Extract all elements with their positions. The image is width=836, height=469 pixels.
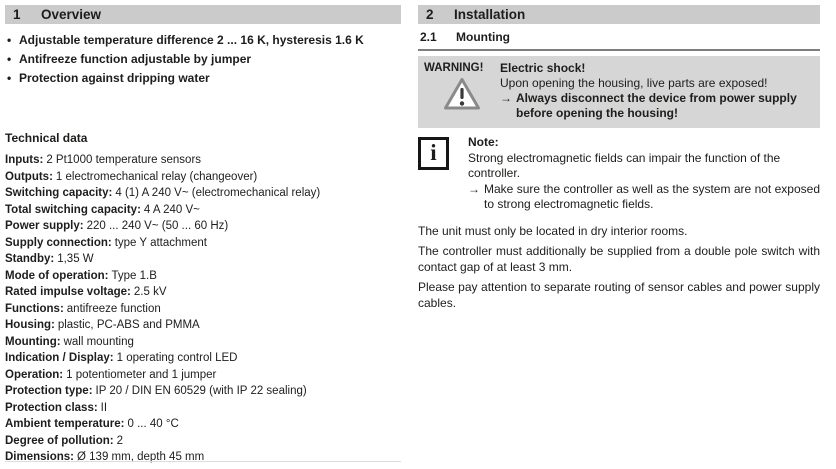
table-row <box>5 152 401 169</box>
spec-label: Mounting: <box>5 335 61 348</box>
warning-body: Upon opening the housing, live parts are exposed! <box>500 76 768 90</box>
list-item: • Protection against dripping water <box>5 69 401 88</box>
spec-label: Switching capacity: <box>5 187 113 199</box>
spec-value: plastic, PC-ABS and PMMA <box>57 319 200 331</box>
spec-label: Outputs: <box>5 170 53 183</box>
spec-label: Operation: <box>5 368 64 381</box>
table-row <box>5 383 401 400</box>
technical-data-heading: Technical data <box>5 131 88 145</box>
subsection-title: Mounting <box>456 30 510 44</box>
arrow-right-icon: → <box>468 181 480 196</box>
table-row <box>5 169 401 186</box>
spec-label: Ambient temperature: <box>5 418 125 430</box>
spec-label: Functions: <box>5 302 64 315</box>
table-row <box>5 433 401 450</box>
spec-value: 1,35 W <box>57 253 94 265</box>
mounting-paragraphs <box>418 223 820 311</box>
table-row <box>5 268 401 285</box>
spec-value: 4 (1) A 240 V~ (electromechanical relay) <box>115 187 321 199</box>
spec-value: II <box>100 401 108 414</box>
paragraph: The controller must additionally be supplied from a double pole switch with contact gap of at least 3 mm. <box>418 243 820 274</box>
spec-value: Ø 139 mm, depth 45 mm <box>77 451 205 463</box>
paragraph: Please pay attention to separate routing of sensor cables and power supply cables. <box>418 279 820 310</box>
spec-value: 0 ... 40 °C <box>127 418 179 430</box>
subsection-header-mounting <box>418 30 820 51</box>
table-row <box>5 301 401 318</box>
spec-label: Rated impulse voltage: <box>5 286 131 298</box>
spec-value: Type 1.B <box>111 269 157 282</box>
overview-column <box>5 5 401 465</box>
table-row <box>5 235 401 252</box>
arrow-right-icon: → <box>500 91 512 105</box>
spec-value: IP 20 / DIN EN 60529 (with IP 22 sealing) <box>95 385 307 397</box>
spec-label: Power supply: <box>5 220 84 232</box>
spec-label: Housing: <box>5 319 55 331</box>
spec-label: Standby: <box>5 253 55 265</box>
spec-value: wall mounting <box>63 335 134 348</box>
spec-value: 1 potentiometer and 1 jumper <box>66 368 217 381</box>
spec-value: 2 Pt1000 temperature sensors <box>46 154 202 166</box>
spec-label: Protection class: <box>5 401 98 414</box>
spec-value: antifreeze function <box>66 302 161 315</box>
list-item: • Antifreeze function adjustable by jumper <box>5 50 401 69</box>
info-icon <box>418 137 449 170</box>
spec-label: Supply connection: <box>5 236 112 249</box>
warning-triangle-icon <box>443 77 481 111</box>
feature-bullet-list <box>5 31 401 88</box>
table-row <box>5 416 401 433</box>
note-title: Note: <box>468 135 499 149</box>
subsection-number: 2.1 <box>420 30 437 44</box>
section-number: 1 <box>13 7 21 22</box>
spec-value: 4 A 240 V~ <box>143 203 200 216</box>
warning-title: Electric shock! <box>500 61 586 75</box>
warning-action-row <box>500 91 814 121</box>
table-row <box>5 218 401 235</box>
section-number: 2 <box>426 7 434 22</box>
spec-label: Inputs: <box>5 154 44 166</box>
spec-value: 220 ... 240 V~ (50 ... 60 Hz) <box>86 220 229 232</box>
warning-action: Always disconnect the device from power supply before opening the housing! <box>516 91 797 120</box>
table-row <box>5 400 401 417</box>
note-body: Strong electromagnetic fields can impair the function of the controller. <box>468 150 781 180</box>
list-item: • Adjustable temperature difference 2 ... 16 K, hysteresis 1.6 K <box>5 31 401 50</box>
warning-text <box>500 61 814 121</box>
info-icon-glyph: i <box>430 140 437 165</box>
spec-label: Mode of operation: <box>5 269 109 282</box>
note-text <box>468 135 820 213</box>
table-row <box>5 367 401 384</box>
warning-label: WARNING! <box>424 62 484 74</box>
spec-label: Dimensions: <box>5 451 75 463</box>
warning-label-cell <box>424 61 500 121</box>
spec-value: type Y attachment <box>114 236 207 249</box>
table-row <box>5 350 401 367</box>
paragraph: The unit must only be located in dry interior rooms. <box>418 223 688 238</box>
section-header-overview <box>5 5 401 24</box>
spec-value: 1 operating control LED <box>116 352 238 364</box>
table-row <box>5 284 401 301</box>
spec-label: Total switching capacity: <box>5 203 141 216</box>
section-title: Overview <box>41 7 102 22</box>
spec-label: Degree of pollution: <box>5 434 114 447</box>
table-row <box>5 317 401 334</box>
table-row <box>5 334 401 351</box>
warning-box <box>418 56 820 128</box>
spec-value: 1 electromechanical relay (changeover) <box>55 170 258 183</box>
table-row <box>5 251 401 268</box>
spec-value: 2 <box>116 434 124 447</box>
table-row <box>5 185 401 202</box>
note-block <box>418 135 820 213</box>
spec-label: Protection type: <box>5 385 93 397</box>
note-action-row <box>468 182 820 213</box>
table-row <box>5 202 401 219</box>
section-title: Installation <box>454 7 526 22</box>
installation-column <box>418 5 820 315</box>
table-row <box>5 449 401 466</box>
note-action: Make sure the controller as well as the system are not exposed to strong electromagnetic fields. <box>484 181 820 211</box>
column-bottom-rule <box>5 461 401 462</box>
section-header-installation <box>418 5 820 24</box>
technical-data-list <box>5 152 401 466</box>
spec-label: Indication / Display: <box>5 352 114 364</box>
spec-value: 2.5 kV <box>133 286 167 298</box>
